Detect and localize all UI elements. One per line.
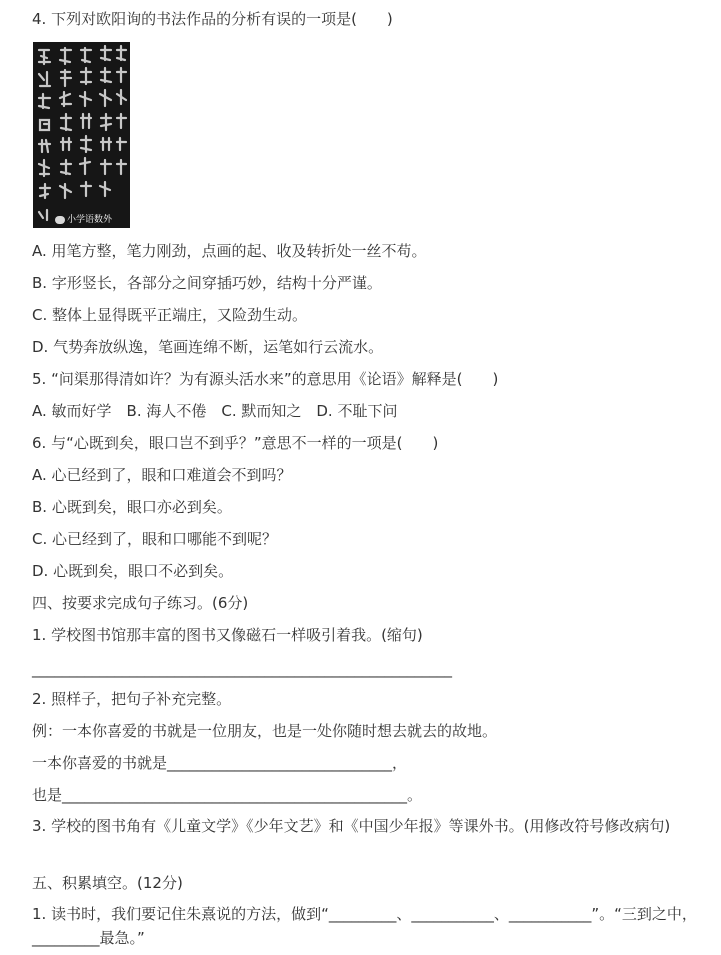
s4-question-1: 1. 学校图书馆那丰富的图书又像磁石一样吸引着我。(缩句)	[32, 626, 423, 644]
section-5-heading: 五、积累填空。(12分)	[32, 874, 183, 892]
q6-option-d: D. 心既到矣，眼口不必到矣。	[32, 562, 234, 580]
question-6: 6. 与“心既到矣，眼口岂不到乎？”意思不一样的一项是( )	[32, 434, 439, 452]
section-4-heading: 四、按要求完成句子练习。(6分)	[32, 594, 249, 612]
s4-fill-line-2: 也是______________________________________________。	[32, 786, 423, 804]
s4-question-3: 3. 学校的图书角有《儿童文学》《少年文艺》和《中国少年报》等课外书。(用修改符号修改病句)	[32, 817, 671, 835]
calligraphy-strokes	[33, 42, 130, 228]
calligraphy-image	[33, 42, 130, 228]
q4-option-a: A. 用笔方整，笔力刚劲，点画的起、收及转折处一丝不苟。	[32, 242, 427, 260]
s5-question-1: 1. 读书时，我们要记住朱熹说的方法，做到“_________、___________、___________”。“三到之中，_________最急。”	[32, 905, 697, 947]
image-watermark	[55, 212, 112, 225]
s4-question-2: 2. 照样子，把句子补充完整。	[32, 690, 232, 708]
q6-option-b: B. 心既到矣，眼口亦必到矣。	[32, 498, 232, 516]
s4-example: 例：一本你喜爱的书就是一位朋友，也是一处你随时想去就去的故地。	[32, 722, 498, 740]
q4-option-b: B. 字形竖长，各部分之间穿插巧妙，结构十分严谨。	[32, 274, 382, 292]
question-5: 5. “问渠那得清如许？为有源头活水来”的意思用《论语》解释是( )	[32, 370, 499, 388]
q4-option-d: D. 气势奔放纵逸，笔画连绵不断，运笔如行云流水。	[32, 338, 384, 356]
watermark-text: 小学语数外	[67, 215, 113, 225]
q6-option-c: C. 心已经到了，眼和口哪能不到呢？	[32, 530, 278, 548]
s4-fill-line-1: 一本你喜爱的书就是______________________________，	[32, 754, 408, 772]
question-4: 4. 下列对欧阳询的书法作品的分析有误的一项是( )	[32, 10, 393, 28]
q4-option-c: C. 整体上显得既平正端庄，又险劲生动。	[32, 306, 308, 324]
s4-q1-answer-blank: ________________________________________________________	[32, 660, 452, 678]
q5-options: A. 敏而好学 B. 海人不倦 C. 默而知之 D. 不耻下问	[32, 402, 398, 420]
wechat-icon	[55, 216, 65, 224]
q6-option-a: A. 心已经到了，眼和口难道会不到吗？	[32, 466, 292, 484]
